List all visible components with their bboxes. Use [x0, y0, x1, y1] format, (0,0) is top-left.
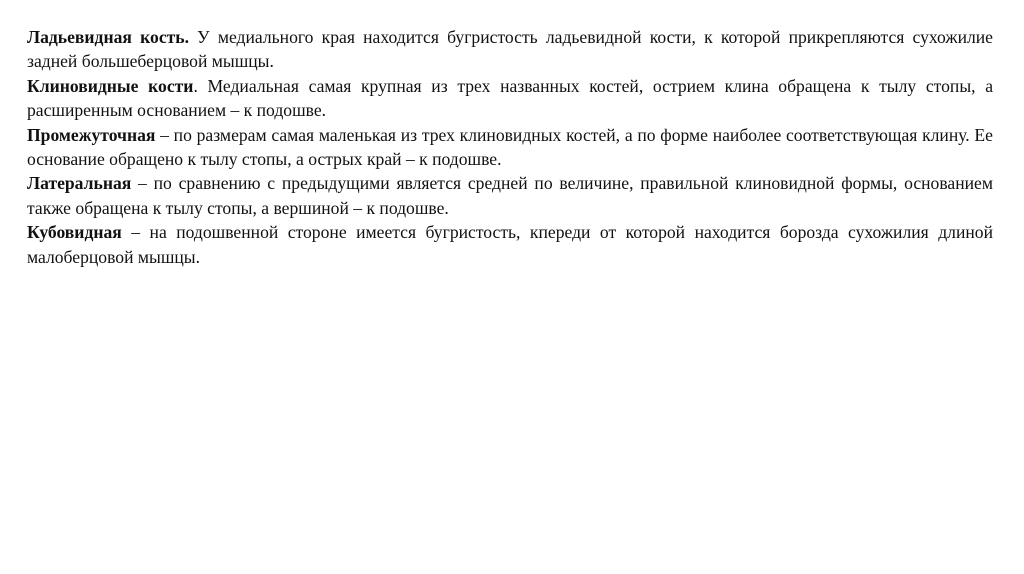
description-intermediate: – по размерам самая маленькая из трех клиновидных костей, а по форме наиболее соответствующая клину. Ее основание обращено к тылу стопы, а острых край – к подошве. [27, 124, 993, 170]
term-cuneiform: Клиновидные кости [27, 75, 194, 96]
term-lateral: Латеральная [27, 173, 132, 194]
description-cuboid: – на подошвенной стороне имеется бугристость, кпереди от которой находится борозда сухожилия длиной малоберцовой мышцы. [27, 222, 993, 267]
term-navicular: Ладьевидная кость. [27, 27, 189, 47]
description-navicular: У медиального края находится бугристость ладьевидной кости, к которой прикрепляются сухожилие задней большеберцовой мышцы. [27, 27, 993, 72]
paragraph-navicular [27, 25, 993, 74]
paragraph-cuneiform [27, 74, 993, 123]
description-lateral: – по сравнению с предыдущими является средней по величине, правильной клиновидной формы, основанием также обращена к тылу стопы, а вершиной – к подошве. [27, 173, 993, 218]
slide-text-body [27, 25, 993, 269]
paragraph-cuboid [27, 220, 993, 269]
paragraph-intermediate [27, 123, 993, 172]
description-cuneiform: . Медиальная самая крупная из трех названных костей, острием клина обращена к тылу стопы, а расширенным основанием – к подошве. [27, 75, 994, 121]
paragraph-lateral [27, 171, 993, 220]
term-intermediate: Промежуточная [27, 124, 156, 145]
term-cuboid: Кубовидная [27, 222, 122, 243]
